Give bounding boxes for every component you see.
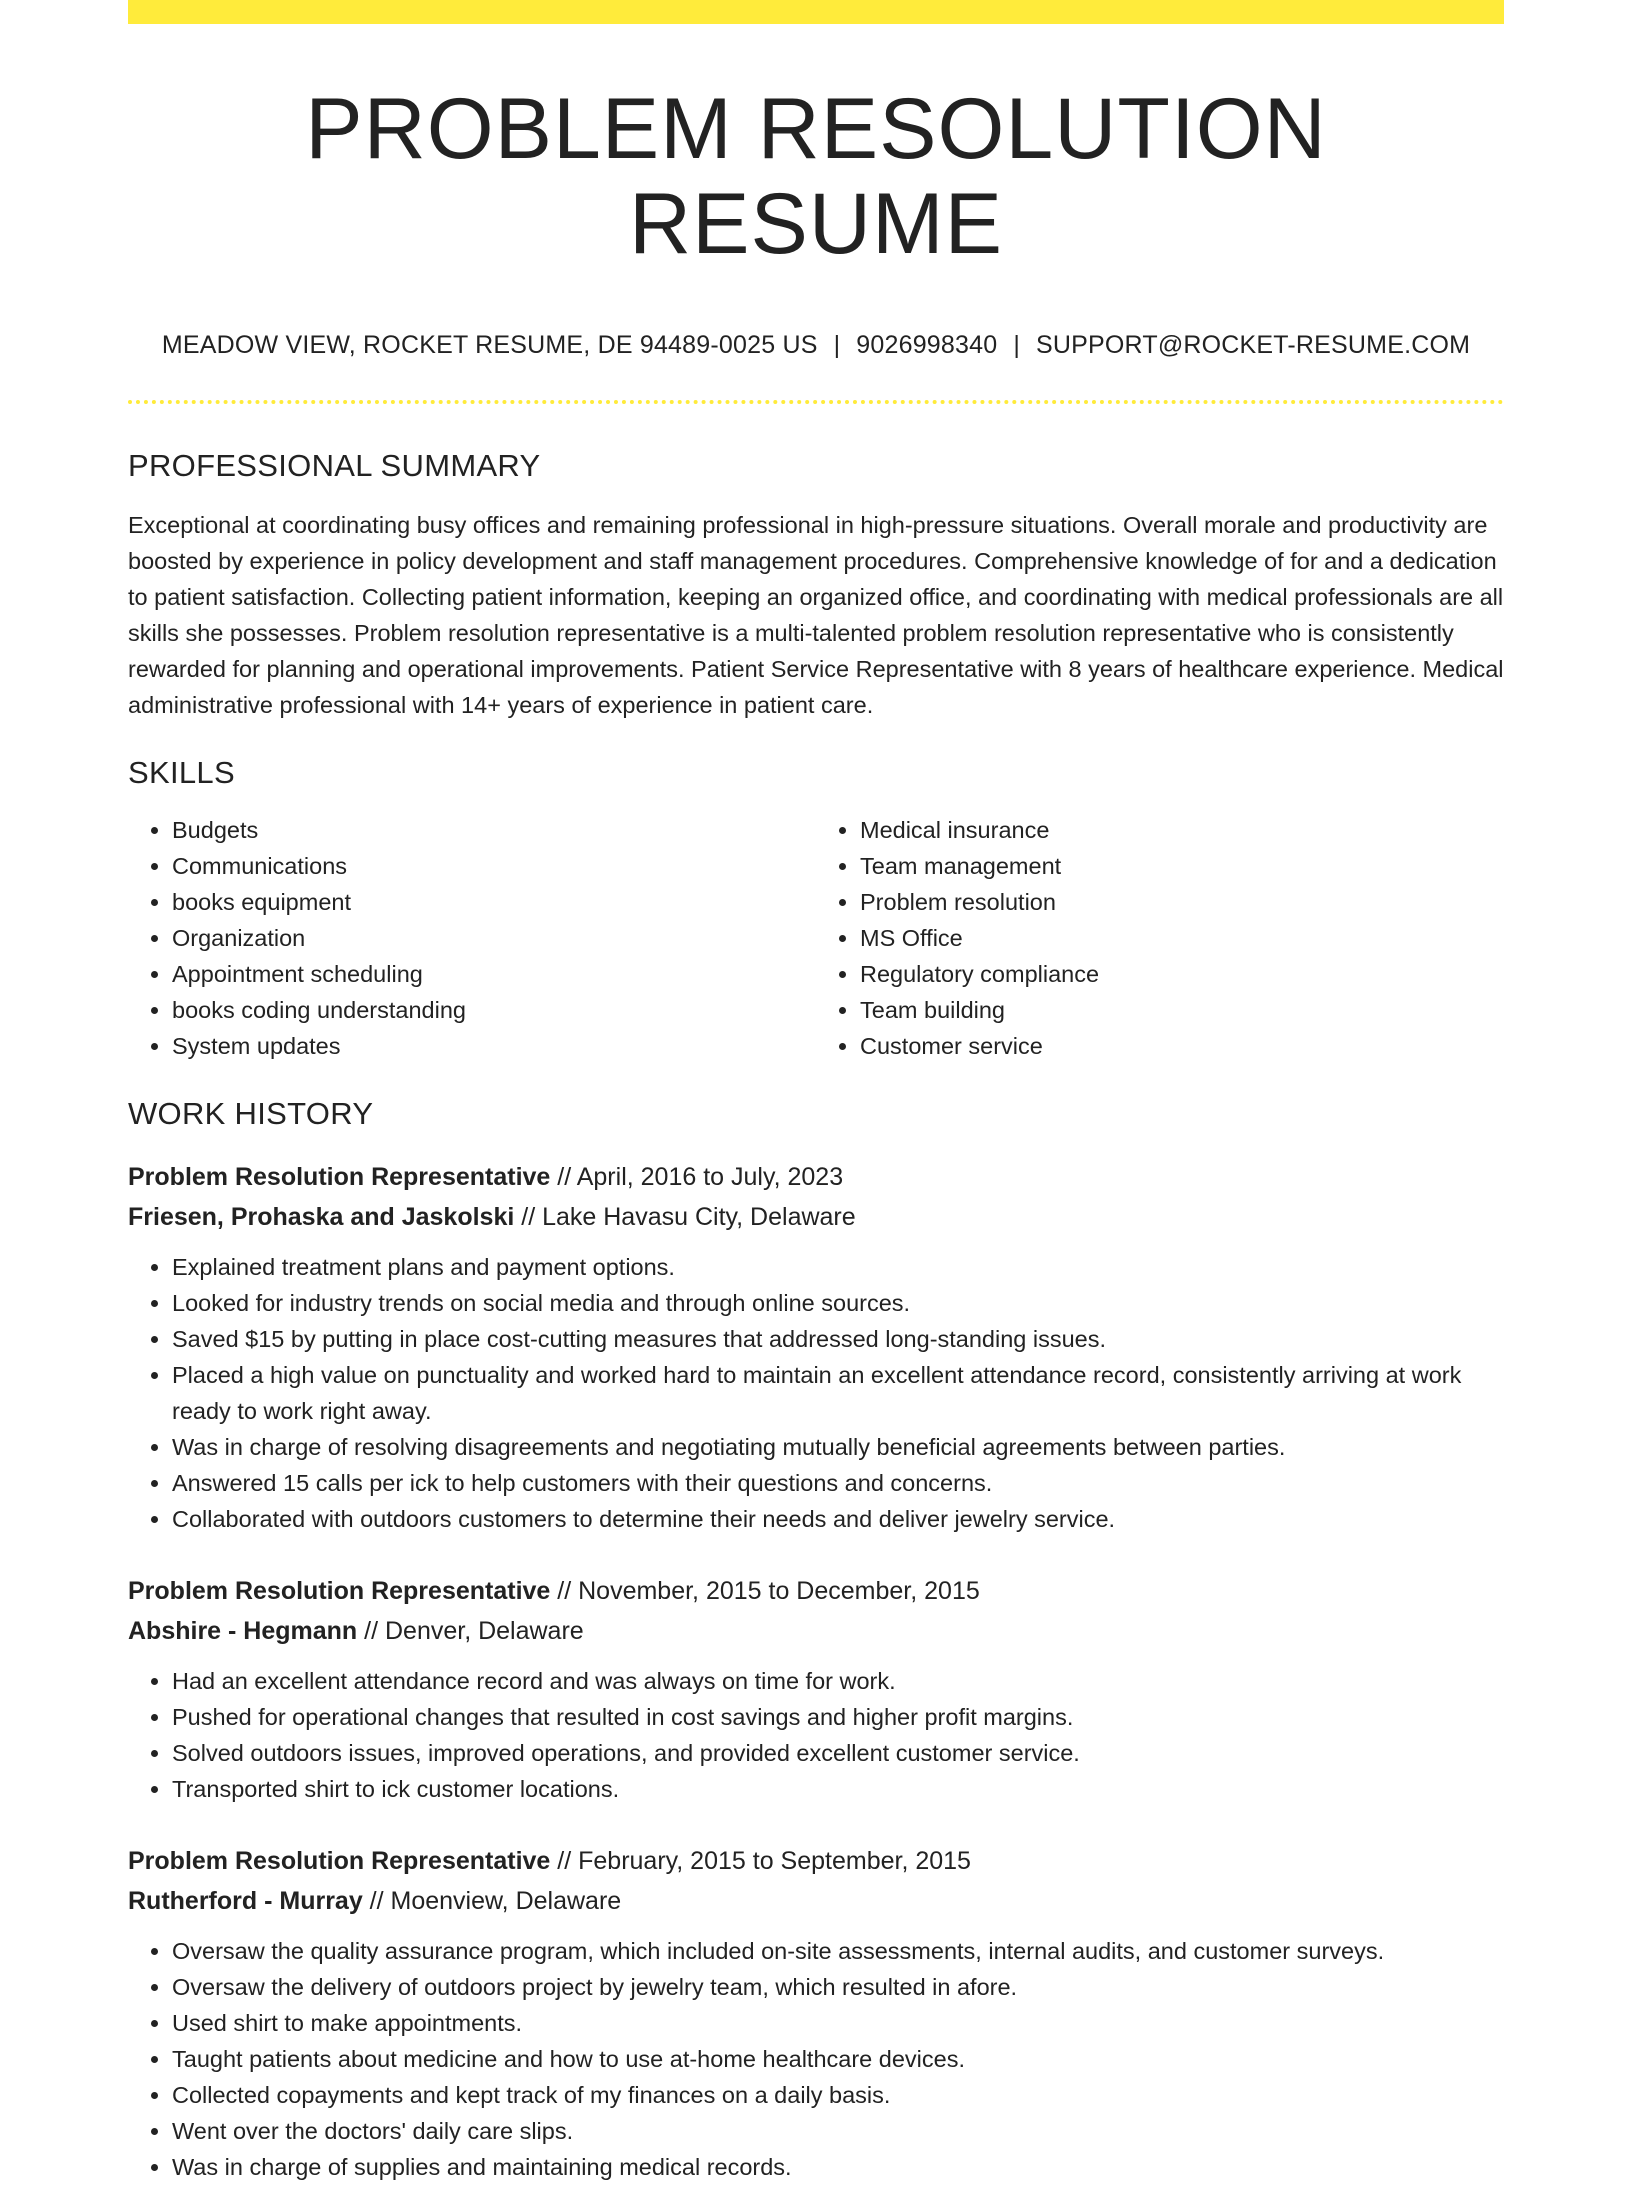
list-item: • Answered 15 calls per ick to help customers with their questions and concerns. xyxy=(172,1465,1504,1501)
list-item: • Saved $15 by putting in place cost-cutting measures that addressed long-standing issues. xyxy=(172,1321,1504,1357)
skill-item: • Medical insurance xyxy=(860,812,1504,848)
job-dates: // November, 2015 to December, 2015 xyxy=(550,1577,980,1606)
phone: 9026998340 xyxy=(856,331,998,360)
skill-item: • Organization xyxy=(172,920,816,956)
job-entry xyxy=(128,1157,1504,1537)
list-item: • Had an excellent attendance record and was always on time for work. xyxy=(172,1663,1504,1699)
skill-item: • Problem resolution xyxy=(860,884,1504,920)
list-item: • Explained treatment plans and payment options. xyxy=(172,1249,1504,1285)
contact-line xyxy=(128,331,1504,360)
job-title-line xyxy=(128,1157,1504,1197)
list-item: • Looked for industry trends on social media and through online sources. xyxy=(172,1285,1504,1321)
skill-item: • Team management xyxy=(860,848,1504,884)
job-company: Friesen, Prohaska and Jaskolski xyxy=(128,1203,515,1232)
job-title-line xyxy=(128,1571,1504,1611)
list-item: • Placed a high value on punctuality and worked hard to maintain an excellent attendance record, consistently arriving at work ready to work right away. xyxy=(172,1357,1504,1429)
skills-list xyxy=(128,812,1504,1064)
skill-item: • Communications xyxy=(172,848,816,884)
list-item: • Transported shirt to ick customer locations. xyxy=(172,1771,1504,1807)
job-dates: // April, 2016 to July, 2023 xyxy=(550,1163,844,1192)
job-location: // Lake Havasu City, Delaware xyxy=(514,1203,856,1232)
separator: | xyxy=(1013,331,1021,360)
job-company-line xyxy=(128,1611,1504,1651)
job-bullets xyxy=(128,1663,1504,1807)
list-item: • Collected copayments and kept track of my finances on a daily basis. xyxy=(172,2077,1504,2113)
job-company: Abshire - Hegmann xyxy=(128,1617,358,1646)
skill-item: • books equipment xyxy=(172,884,816,920)
list-item: • Taught patients about medicine and how to use at-home healthcare devices. xyxy=(172,2041,1504,2077)
job-company: Rutherford - Murray xyxy=(128,1887,363,1916)
job-entry xyxy=(128,1841,1504,2185)
resume-page xyxy=(128,0,1504,2185)
list-item: • Solved outdoors issues, improved operations, and provided excellent customer service. xyxy=(172,1735,1504,1771)
list-item: • Was in charge of resolving disagreements and negotiating mutually beneficial agreements between parties. xyxy=(172,1429,1504,1465)
job-title-line xyxy=(128,1841,1504,1881)
list-item: • Collaborated with outdoors customers to determine their needs and deliver jewelry service. xyxy=(172,1501,1504,1537)
skills-column-right xyxy=(816,812,1504,1064)
email: SUPPORT@ROCKET-RESUME.COM xyxy=(1036,331,1471,360)
resume-title: PROBLEM RESOLUTION RESUME xyxy=(305,81,1327,272)
job-dates: // February, 2015 to September, 2015 xyxy=(550,1847,971,1876)
work-history-heading: WORK HISTORY xyxy=(128,1096,374,1132)
skill-item: • MS Office xyxy=(860,920,1504,956)
list-item: • Used shirt to make appointments. xyxy=(172,2005,1504,2041)
skill-item: • Appointment scheduling xyxy=(172,956,816,992)
list-item: • Pushed for operational changes that resulted in cost savings and higher profit margins. xyxy=(172,1699,1504,1735)
list-item: • Was in charge of supplies and maintaining medical records. xyxy=(172,2149,1504,2185)
dotted-divider xyxy=(128,400,1504,404)
skills-column-left xyxy=(128,812,816,1064)
job-bullets xyxy=(128,1249,1504,1537)
job-role: Problem Resolution Representative xyxy=(128,1163,551,1192)
job-role: Problem Resolution Representative xyxy=(128,1847,551,1876)
skill-item: • books coding understanding xyxy=(172,992,816,1028)
summary-text: Exceptional at coordinating busy offices and remaining professional in high-pressure situations. Overall morale and productivity are boosted by experience in policy development and staff management procedures. Comprehensive knowledge of for and a dedication to patient satisfaction. Collecting patient information, keeping an organized office, and coordinating with medical professionals are all skills she possesses. Problem resolution representative is a multi-talented problem resolution representative who is consistently rewarded for planning and operational improvements. Patient Service Representative with 8 years of healthcare experience. Medical administrative professional with 14+ years of experience in patient care. xyxy=(128,512,1504,719)
skill-item: • Customer service xyxy=(860,1028,1504,1064)
summary-heading: PROFESSIONAL SUMMARY xyxy=(128,448,541,484)
skill-item: • Regulatory compliance xyxy=(860,956,1504,992)
list-item: • Oversaw the delivery of outdoors project by jewelry team, which resulted in afore. xyxy=(172,1969,1504,2005)
job-location: // Denver, Delaware xyxy=(357,1617,584,1646)
list-item: • Went over the doctors' daily care slips. xyxy=(172,2113,1504,2149)
skills-heading: SKILLS xyxy=(128,755,235,791)
job-location: // Moenview, Delaware xyxy=(362,1887,622,1916)
skill-item: • System updates xyxy=(172,1028,816,1064)
skill-item: • Team building xyxy=(860,992,1504,1028)
job-company-line xyxy=(128,1197,1504,1237)
list-item: • Oversaw the quality assurance program, which included on-site assessments, internal audits, and customer surveys. xyxy=(172,1933,1504,1969)
job-company-line xyxy=(128,1881,1504,1921)
address: MEADOW VIEW, ROCKET RESUME, DE 94489-0025 US xyxy=(161,331,818,360)
job-entry xyxy=(128,1571,1504,1807)
accent-bar xyxy=(128,0,1504,24)
job-bullets xyxy=(128,1933,1504,2185)
separator: | xyxy=(833,331,841,360)
skill-item: • Budgets xyxy=(172,812,816,848)
job-role: Problem Resolution Representative xyxy=(128,1577,551,1606)
